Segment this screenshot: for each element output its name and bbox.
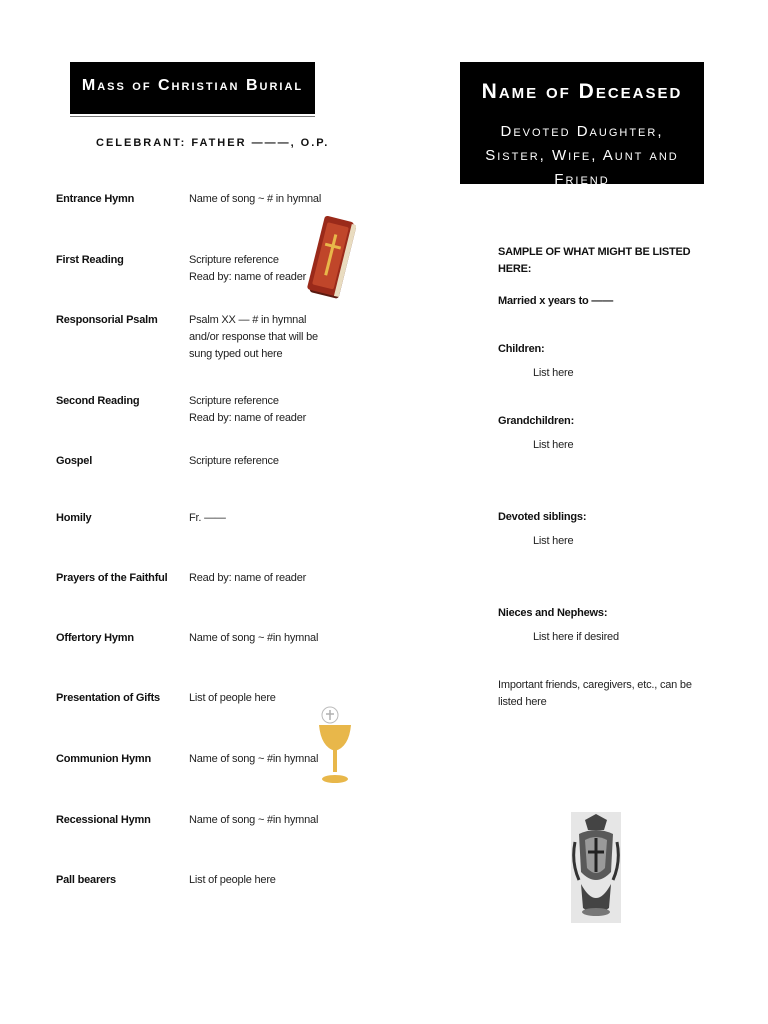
program-label-second-reading: Second Reading <box>56 395 140 407</box>
program-value-entrance-hymn: Name of song ~ # in hymnal <box>189 193 322 205</box>
program-label-responsorial-psalm: Responsorial Psalm <box>56 314 158 326</box>
mass-title-box <box>70 62 315 114</box>
grandchildren-label: Grandchildren: <box>498 415 575 427</box>
title-underline <box>70 116 315 117</box>
married-line: Married x years to —— <box>498 295 614 307</box>
program-value-responsorial-psalm: Psalm XX — # in hymnal and/or response that will be sung typed out here <box>189 314 318 360</box>
program-label-recessional-hymn: Recessional Hymn <box>56 814 151 826</box>
program-value-pall-bearers: List of people here <box>189 874 276 886</box>
program-value-offertory-hymn: Name of song ~ #in hymnal <box>189 632 319 644</box>
program-value-gospel: Scripture reference <box>189 455 279 467</box>
mass-title: Mass of Christian Burial <box>81 77 304 94</box>
program-value-homily: Fr. —— <box>189 512 226 524</box>
siblings-value: List here <box>533 535 574 547</box>
nieces-label: Nieces and Nephews: <box>498 607 608 619</box>
dominican-crest-icon <box>571 812 621 923</box>
program-value-communion-hymn: Name of song ~ #in hymnal <box>189 753 319 765</box>
celebrant-line: CELEBRANT: FATHER ———, O.P. <box>96 137 330 149</box>
bible-icon <box>306 212 356 304</box>
deceased-name: Name of Deceased <box>481 80 683 103</box>
program-label-gospel: Gospel <box>56 455 93 467</box>
siblings-label: Devoted siblings: <box>498 511 587 523</box>
friends-note: Important friends, caregivers, etc., can be listed here <box>498 679 692 708</box>
program-label-communion-hymn: Communion Hymn <box>56 753 151 765</box>
program-value-first-reading: Scripture reference Read by: name of reader <box>189 254 307 283</box>
nieces-value: List here if desired <box>533 631 619 643</box>
program-value-presentation-of-gifts: List of people here <box>189 692 276 704</box>
children-value: List here <box>533 367 574 379</box>
program-label-first-reading: First Reading <box>56 254 124 266</box>
program-label-pall-bearers: Pall bearers <box>56 874 116 886</box>
program-label-entrance-hymn: Entrance Hymn <box>56 193 135 205</box>
program-value-recessional-hymn: Name of song ~ #in hymnal <box>189 814 319 826</box>
program-label-prayers: Prayers of the Faithful <box>56 572 168 584</box>
sample-heading: SAMPLE OF WHAT MIGHT BE LISTED HERE: <box>498 246 691 275</box>
grandchildren-value: List here <box>533 439 574 451</box>
program-label-presentation-of-gifts: Presentation of Gifts <box>56 692 160 704</box>
program-value-second-reading: Scripture reference Read by: name of reader <box>189 395 307 424</box>
program-value-prayers: Read by: name of reader <box>189 572 307 584</box>
program-label-homily: Homily <box>56 512 92 524</box>
program-label-offertory-hymn: Offertory Hymn <box>56 632 134 644</box>
deceased-title-box <box>460 62 704 188</box>
deceased-subtitle: Devoted Daughter, Sister, Wife, Aunt and Friend <box>485 123 679 188</box>
children-label: Children: <box>498 343 545 355</box>
chalice-icon <box>315 703 355 787</box>
